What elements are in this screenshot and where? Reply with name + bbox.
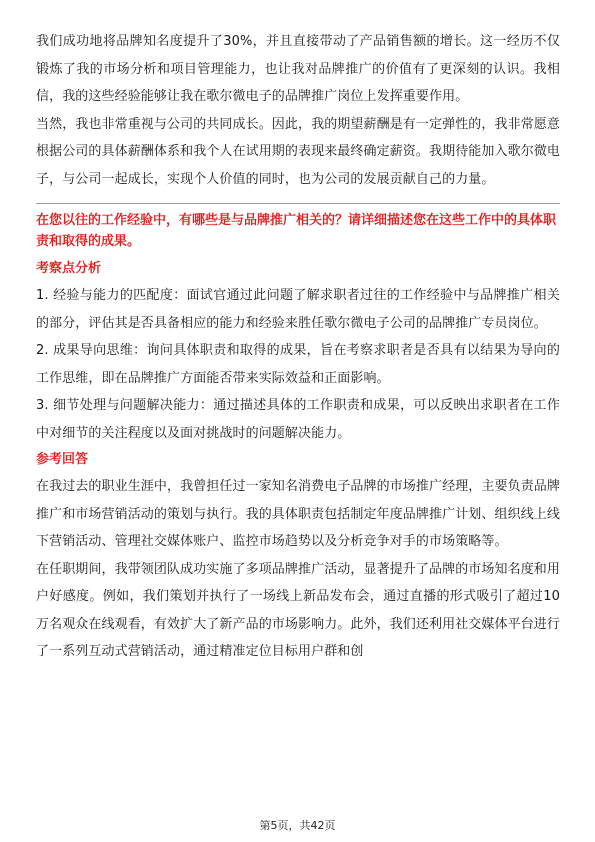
answer-heading: 参考回答	[36, 452, 89, 467]
analysis-item: 2. 成果导向思维：询问具体职责和取得的成果，旨在考察求职者是否具有以结果为导向的工作思维，即在品牌推广方面能否带来实际效益和正面影响。	[36, 343, 560, 386]
section-divider	[36, 203, 560, 204]
answer-paragraph: 在我过去的职业生涯中，我曾担任过一家知名消费电子品牌的市场推广经理，主要负责品牌推广和市场营销活动的策划与执行。我的具体职责包括制定年度品牌推广计划、组织线上线下营销活动、管理社交媒体账户、监控市场趋势以及分析竞争对手的市场策略等。	[36, 479, 561, 549]
answer-paragraph: 在任职期间，我带领团队成功实施了多项品牌推广活动，显著提升了品牌的市场知名度和用户好感度。例如，我们策划并执行了一场线上新品发布会，通过直播的形式吸引了超过10万名观众在线观看，有效扩大了新产品的市场影响力。此外，我们还利用社交媒体平台进行了一系列互动式营销活动，通过精准定位目标用户群和创	[36, 561, 561, 659]
page-number: 第5页，共42页	[259, 819, 336, 832]
body-paragraph: 当然，我也非常重视与公司的共同成长。因此，我的期望薪酬是有一定弹性的，我非常愿意根据公司的具体薪酬体系和我个人在试用期的表现来最终确定薪资。我期待能加入歌尔微电子，与公司一起成长，实现个人价值的同时，也为公司的发展贡献自己的力量。	[36, 116, 561, 187]
interview-question: 在您以往的工作经验中，有哪些是与品牌推广相关的？请详细描述您在这些工作中的具体职责和取得的成果。	[36, 213, 557, 249]
body-paragraph: 我们成功地将品牌知名度提升了30%，并且直接带动了产品销售额的增长。这一经历不仅锻炼了我的市场分析和项目管理能力，也让我对品牌推广的价值有了更深刻的认识。我相信，我的这些经验能够让我在歌尔微电子的品牌推广岗位上发挥重要作用。	[36, 34, 560, 104]
analysis-item: 3. 细节处理与问题解决能力：通过描述具体的工作职责和成果，可以反映出求职者在工作中对细节的关注程度以及面对挑战时的问题解决能力。	[36, 398, 560, 441]
document-page	[36, 28, 560, 666]
analysis-heading: 考察点分析	[36, 261, 102, 276]
analysis-item: 1. 经验与能力的匹配度：面试官通过此问题了解求职者过往的工作经验中与品牌推广相关的部分，评估其是否具备相应的能力和经验来胜任歌尔微电子公司的品牌推广专员岗位。	[36, 288, 560, 331]
